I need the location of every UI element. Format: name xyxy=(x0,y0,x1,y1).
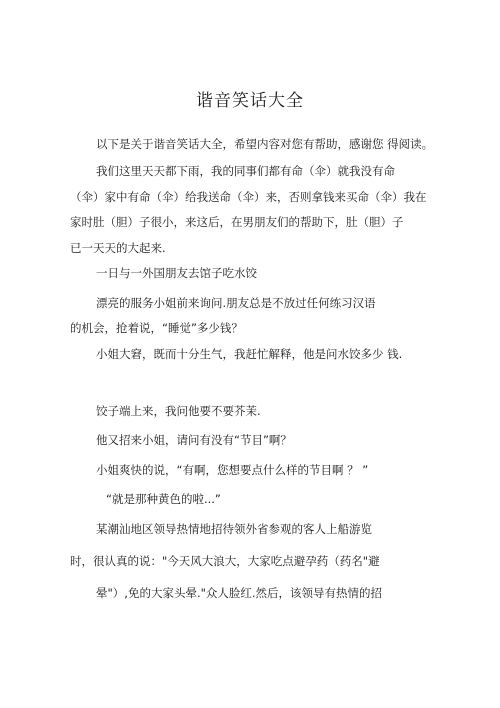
intro-line: 以下是关于谐音笑话大全，希望内容对您有帮助，感谢您 得阅读。 xyxy=(96,137,434,151)
paragraph-line: 我们这里天天都下雨，我的同事们都有命（伞）就我没有命 xyxy=(96,164,395,178)
paragraph-line: 小姐爽快的说，“有啊，您想要点什么样的节目啊 ？ ” xyxy=(96,463,369,477)
paragraph-line: 饺子端上来，我问他要不要芥茉. xyxy=(96,404,261,418)
paragraph-line: “就是那种黄色的啦...” xyxy=(106,492,221,506)
paragraph-line: 晕"）,免的大家头晕."众人脸红.然后，该领导有热情的招 xyxy=(96,586,383,600)
paragraph-line: 小姐大窘，既而十分生气，我赶忙解释，他是问水饺多少 钱. xyxy=(96,347,403,361)
paragraph-line: 的机会，抢着说，“睡觉”多少钱？ xyxy=(70,321,243,335)
paragraph-line: 一日与一外国朋友去馆子吃水饺 xyxy=(96,266,257,280)
document-title: 谐音笑话大全 xyxy=(196,91,304,111)
paragraph-line: 某潮汕地区领导热情地招待领外省参观的客人上船游览 xyxy=(96,522,372,536)
paragraph-line: （伞）家中有命（伞）给我送命（伞）来，否则拿钱来买命（伞）我在 xyxy=(70,190,427,204)
paragraph-line: 他又招来小姐，请问有没有“节目”啊？ xyxy=(96,433,292,447)
paragraph-line: 已一天天的大起来. xyxy=(70,241,166,255)
paragraph-line: 时，很认真的说："今天风大浪大，大家吃点避孕药（药名"避 xyxy=(70,554,380,568)
paragraph-line: 漂亮的服务小姐前来询问.朋友总是不放过任何练习汉语 xyxy=(96,296,376,310)
paragraph-line: 家时肚（胆）子很小，来这后，在男朋友们的帮助下，肚（胆）子 xyxy=(70,215,404,229)
